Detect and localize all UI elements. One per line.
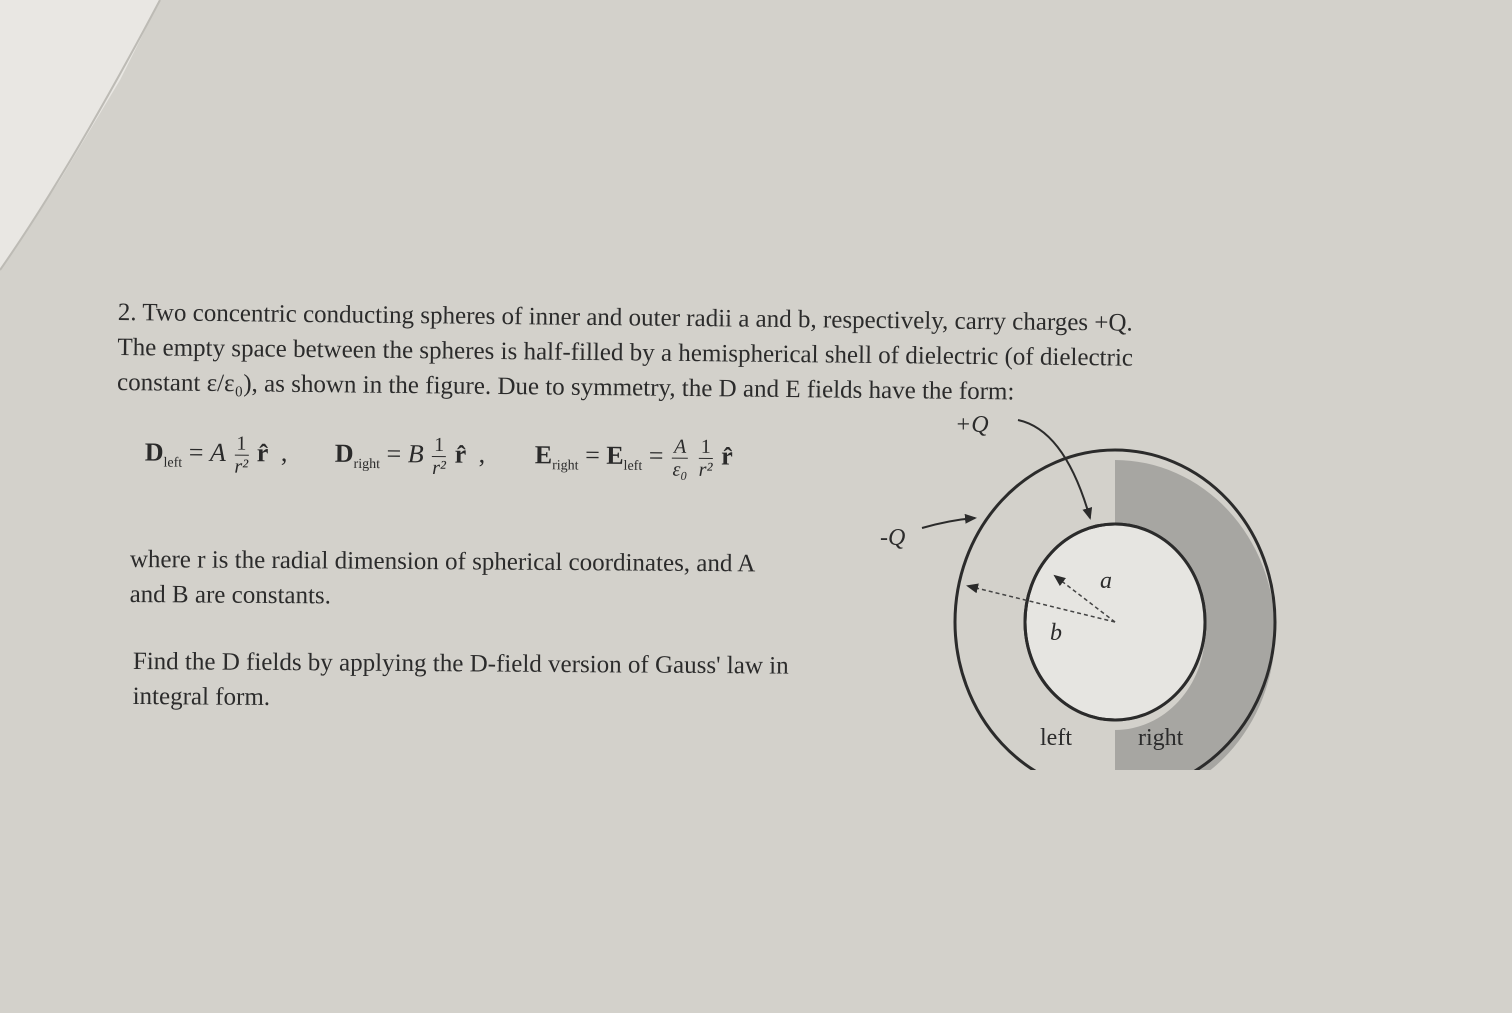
- label-minus-q: -Q: [880, 525, 906, 551]
- label-plus-q: +Q: [955, 412, 989, 438]
- label-left: left: [1040, 725, 1072, 751]
- fraction: $\frac{1}{\text{r²}}$: [234, 432, 249, 478]
- problem-statement: [117, 295, 1134, 411]
- equation-e-fields: $E_{right} = E_{left}$ = $\frac{A}{\text{ε₀}}$ $\frac{1}{\text{r²}}$ r̂: [534, 435, 733, 481]
- equation-d-right: $D_{right} = B$ $\frac{1}{\text{r²}}$ r̂ ,: [334, 434, 486, 480]
- fraction: $\frac{1}{\text{r²}}$: [698, 435, 713, 481]
- problem-line-3: constant ε/ε₀), as shown in the figure. Due to symmetry, the D and E fields have the form:: [116, 368, 1015, 406]
- fraction: $\frac{A}{\text{ε₀}}$: [672, 435, 688, 481]
- find-line-2: integral form.: [132, 682, 271, 711]
- fraction: $\frac{1}{\text{r²}}$: [432, 434, 447, 480]
- minus-q-arrow: [922, 518, 975, 528]
- problem-line-2: The empty space between the spheres is half-filled by a hemispherical shell of dielectric (of dielectric: [117, 333, 1134, 372]
- where-paragraph: [130, 542, 756, 616]
- concentric-spheres-figure: [870, 400, 1310, 770]
- find-line-1: Find the D fields by applying the D-field version of Gauss' law in: [132, 647, 789, 680]
- label-b: b: [1050, 620, 1062, 646]
- equation-d-left: $D_{left} = A$ $\frac{1}{\text{r²}}$ r̂ ,: [144, 432, 288, 478]
- label-a: a: [1100, 568, 1112, 594]
- where-line-2: and B are constants.: [129, 580, 332, 610]
- problem-line-1: 2. Two concentric conducting spheres of inner and outer radii a and b, respectively, carry charges +Q.: [117, 298, 1133, 337]
- plus-q-arrow: [1018, 420, 1090, 518]
- find-paragraph: [133, 644, 789, 719]
- label-right: right: [1138, 725, 1184, 751]
- field-equations: [145, 432, 785, 506]
- where-line-1: where r is the radial dimension of spherical coordinates, and A: [129, 545, 756, 578]
